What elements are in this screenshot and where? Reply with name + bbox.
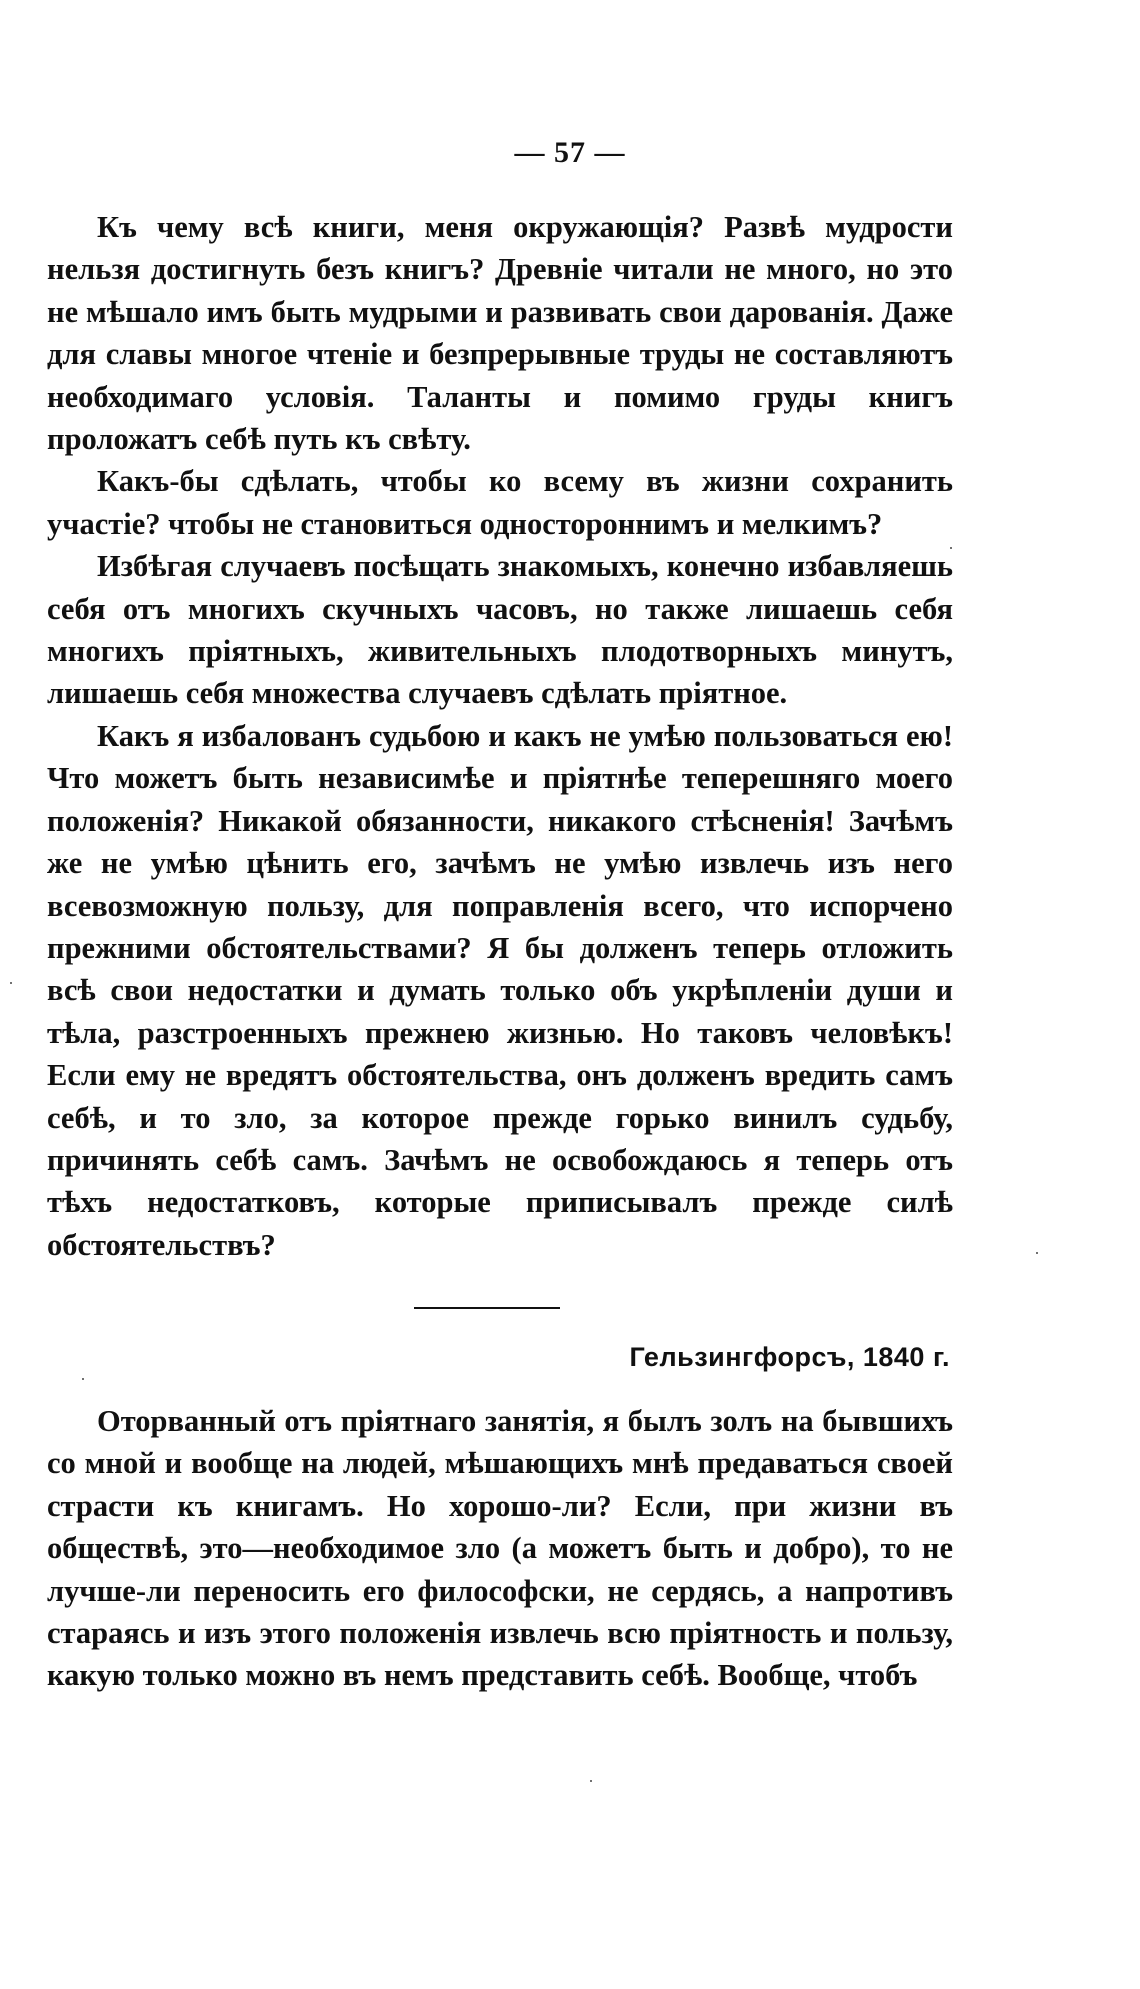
page-number: — 57 — <box>514 136 626 169</box>
scan-speck <box>1036 1252 1038 1254</box>
paragraph-books: Къ чему всѣ книги, меня окружающія? Развѣ мудрости нельзя достигнуть безъ книгъ? Древніе читали не много, но это не мѣшало имъ быть мудрыми и развивать свои дарованія. Даже для славы многое чтеніе и безпрерывные труды не составляютъ необходимаго условія. Таланты и помимо груды книгъ проложатъ себѣ путь къ свѣту. <box>47 210 953 457</box>
scan-speck <box>10 982 12 984</box>
section-2 <box>47 1400 953 1697</box>
section-1 <box>47 206 953 1266</box>
paragraph-spoiled: Какъ я избалованъ судьбою и какъ не умѣю пользоваться ею! Что можетъ быть независимѣе и пріятнѣе теперешняго моего положенія? Никакой обязанности, никакого стѣсненія! Зачѣмъ же не умѣю цѣнить его, зачѣмъ не умѣю извлечь изъ него всевозможную пользу, для поправленія всего, что испорчено прежними обстоятельствами? Я бы долженъ теперь отложить всѣ свои недостатки и думать только объ укрѣпленіи души и тѣла, разстроенныхъ прежнею жизнью. Но таковъ человѣкъ! Если ему не вредятъ обстоятельства, онъ долженъ вредить самъ себѣ, и то зло, за которое прежде горько винилъ судьбу, причинять себѣ самъ. Зачѣмъ не освобождаюсь я теперь отъ тѣхъ недостатковъ, которые приписывалъ прежде силѣ обстоятельствъ? <box>47 718 953 1262</box>
scan-speck <box>82 1378 84 1380</box>
scan-speck <box>950 547 952 549</box>
scan-speck <box>590 1780 592 1782</box>
section-divider <box>414 1307 560 1309</box>
paragraph-visits: Избѣгая случаевъ посѣщать знакомыхъ, конечно избавляешь себя отъ многихъ скучныхъ часовъ, но также лишаешь себя многихъ пріятныхъ, живительныхъ плодотворныхъ минутъ, лишаешь себя множества случаевъ сдѣлать пріятное. <box>47 549 953 711</box>
dateline: Гельзингфорсъ, 1840 г. <box>629 1342 950 1372</box>
paragraph-participation: Какъ-бы сдѣлать, чтобы ко всему въ жизни сохранить участіе? чтобы не становиться одностороннимъ и мелкимъ? <box>47 464 953 541</box>
paragraph-torn-away: Оторванный отъ пріятнаго занятія, я былъ золъ на бывшихъ со мной и вообще на людей, мѣшающихъ мнѣ предаваться своей страсти къ книгамъ. Но хорошо-ли? Если, при жизни въ обществѣ, это—необходимое зло (а можетъ быть и добро), то не лучше-ли переносить его философски, не сердясь, а напротивъ стараясь и изъ этого положенія извлечь всю пріятность и пользу, какую только можно въ немъ представить себѣ. Вообще, чтобъ <box>47 1404 953 1693</box>
